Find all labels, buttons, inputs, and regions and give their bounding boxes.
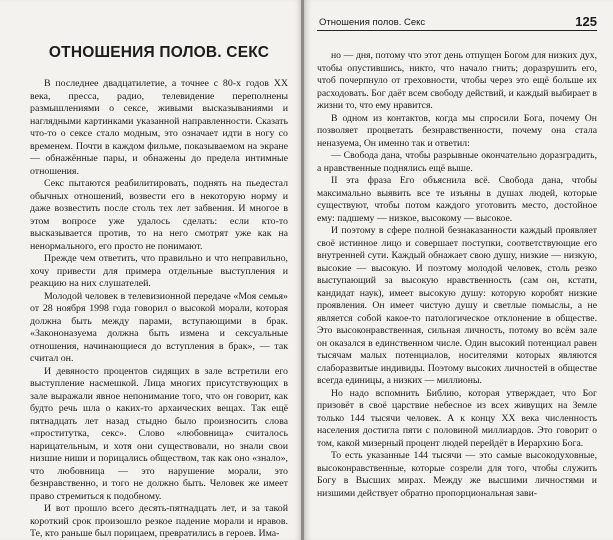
paragraph: — Свобода дана, чтобы разрывные окончательно доразградить, а нравственные поднялись ещё выше. [317,150,597,174]
running-title: Отношения полов. Секс [319,17,426,28]
paragraph: То есть указанные 144 тысячи — это самые высокодуховные, высоконравственные, которые созрели для того, чтобы служить Богу в Высших мирах. Между же высшими личностями и низшими действует обратно пропорциональная зави- [317,450,597,499]
paragraph: И девяносто процентов сидящих в зале встретили его выступление насмешкой. Лица многих присутствующих в зале выражали явное непонимание того, что он говорит, как будто речь шла о каких-то архаических вещах. Так ещё пятнадцать лет назад стыдно было произносить слова «проститутка, секс». Слово «любовница» считалось нарицательным, и хотя они существовали, но знали свои низшие ниши и порицались обществом, так как оно «знало», что любовница — это нарушение морали, это безнравственно, и того не должно быть. Человек же имеет право стремиться к подобному. [30,365,288,502]
paragraph: И поэтому в сфере полной безнаказанности каждый проявляет своё истинное лицо и совершает поступки, соответствующие его внутренней сути. Каждый обнажает свою душу, низкие — низкую, высокие — высокую. И поэтому молодой человек, столь резко выступающий за высокую нравственность (сам он, кстати, кандидат наук), имеет высокую душу: которую коробят низкие проявления. Он имеет чистую душу и светлые помыслы, а не является собой какое-то патологическое отклонение в обществе. Это высоконравственная, сильная личность, потому во всём зале он оказался в единственном числе. Один высокий потенциал равен тысячам малых потенциалов, носителями которых являются слаборазвитые индивиды. Поэтому высоких личностей в обществе всегда единицы, а низких — миллионы. [317,225,597,386]
left-page [0,0,302,540]
paragraph: В последнее двадцатилетие, а точнее с 80-х годов XX века, пресса, радио, телевидение переполнены размышлениями о сексе, живыми высказываниями и наглядными картинками указанной направленности. Сказать что-то о сексе стало модным, это означает идти в ногу со временем. Почти в каждом фильме, показываемом на экране — обнажённые пары, и обнажены до предела интимные отношения. [30,78,288,177]
running-header [317,12,597,31]
right-page-content [317,50,597,500]
left-text-column [30,78,288,540]
paragraph: В одном из контактов, когда мы спросили Бога, почему Он позволяет процветать безнравственности, почему она стала неназуема, Он именно так и ответил: [317,112,597,149]
right-text-column [317,50,597,500]
right-page [304,0,613,540]
paragraph: И вот прошло всего десять-пятнадцать лет, и за такой короткий срок произошло резкое падение морали и нравов. Те, кто раньше был порицаем, превратились в героев. Има- [30,503,288,539]
chapter-title: ОТНОШЕНИЯ ПОЛОВ. СЕКС [48,44,270,61]
paragraph: Но надо вспомнить Библию, которая утверждает, что Бог призовёт в своё царствие небесное из всех живущих на Земле только 144 тысячи человек. А к концу XX века численность населения достигла пяти с половиной миллиардов. Это говорит о том, какой мизерный процент людей перейдёт в Иерархию Бога. [317,387,597,449]
paragraph: Молодой человек в телевизионной передаче «Моя семья» от 28 ноября 1998 года говорил о высокой морали, которая должна быть между парами, вступающими в брак. «Закононазуема должна быть измена и сексуальные отношения, начинающиеся до вступления в брак», — так считал он. [30,290,288,364]
paragraph: Секс пытаются реабилитировать, поднять на пьедестал обычных отношений, возвести его в некоторую норму и даже возвестить после столь тех лет забвения. И многое в этом вопросе уже удалось сделать: если кто-то высказывается против, то на него смотрят уже как на ненормального, его просто не понимают. [30,178,288,252]
page-number: 125 [575,14,597,29]
paragraph: Прежде чем ответить, что правильно и что неправильно, хочу привести для примера отдельные выступления и реакцию на них слушателей. [30,253,288,289]
paragraph: II эта фраза Его объяснила всё. Свобода дана, чтобы максимально выявить все те изъяны в душах людей, которые существуют, чтобы потом каждого уготовить место, достойное ему: падшему — низкое, высокому — высокое. [317,175,597,224]
paragraph: но — дня, потому что этот день отпущен Богом для низких дух, чтобы опустившись, никто, что начало гнить; доразрушить его, чтоб почерпнуло от греховности, чтобы через это ещё больше их расходовать. Бог даёт всем свободу действий, и каждый выбирает в жизни то, что ему нравится. [317,50,597,111]
left-page-content [30,44,288,540]
